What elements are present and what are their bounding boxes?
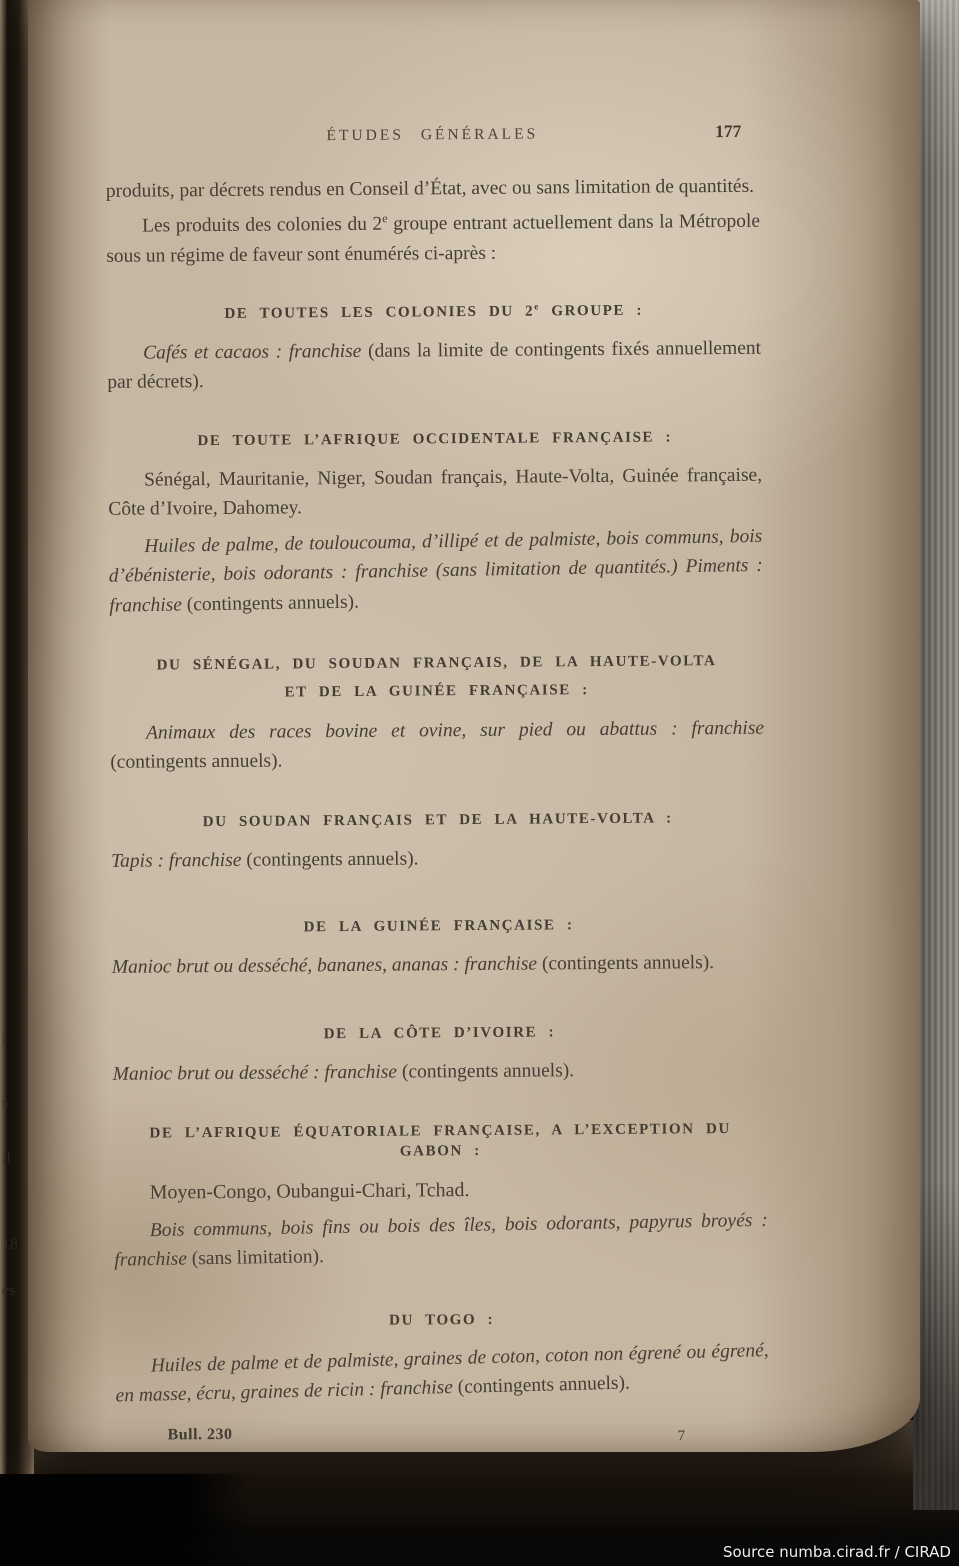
section-heading-guinee: DE LA GUINÉE FRANÇAISE : — [303, 916, 574, 935]
paragraph-text: Sénégal, Mauritanie, Niger, Soudan français, Haute-Volta, Guinée française, Côte d’Ivoire, Dahomey. — [108, 464, 763, 520]
section-heading-afrique-equatoriale: DE L’AFRIQUE ÉQUATORIALE FRANÇAISE, A L’EXCEPTION DU GABON : — [149, 1120, 731, 1160]
section-heading-colonies-2e-groupe — [107, 299, 761, 324]
paragraph-manioc-cote-divoire — [113, 1055, 767, 1089]
running-head-title: ÉTUDES GÉNÉRALES — [326, 125, 539, 145]
paragraph-italic-text: Cafés et cacaos : franchise — [142, 340, 369, 364]
opposite-page-fragment: 18 — [2, 1236, 18, 1253]
paragraph-text: (dans la limite de contingents fixés annuellement par décrets). — [107, 337, 762, 394]
paragraph-intro-continuation — [106, 172, 760, 206]
section-heading-senegal-soudan-hv-line2: ET DE LA GUINÉE FRANÇAISE : — [284, 682, 589, 701]
section-heading-soudan-haute-volta: DU SOUDAN FRANÇAIS ET DE LA HAUTE-VOLTA : — [202, 810, 673, 831]
signature-mark: 7 — [677, 1428, 686, 1445]
paragraph-bois-communs — [114, 1206, 769, 1275]
paragraph-italic-text: Huiles de palme et de palmiste, graines de coton, coton non égrené ou égrené, en masse, écru, graines de ricin : franchise — [115, 1339, 769, 1407]
paragraph-italic-text: Manioc brut ou desséché, bananes, ananas : franchise — [111, 953, 542, 978]
paragraph-italic-text: Animaux des races bovine et ovine, sur pied ou abattus : franchise — [145, 717, 765, 744]
paragraph-text: (sans limitation). — [191, 1246, 325, 1270]
paragraph-text: (contingents annuels). — [246, 848, 419, 872]
paragraph-text: Les produits des colonies du 2 — [141, 213, 383, 237]
page-footer — [115, 1422, 769, 1453]
paragraph-italic-text: Huiles de palme, de touloucouma, d’illipé et de palmiste, bois communs, bois d’ébénisterie, bois odorants : franchise (sans limitation de quantités.) Piments : franchise — [108, 526, 763, 617]
paragraph-text: (contingents annuels). — [186, 591, 360, 616]
paragraph-intro — [106, 207, 760, 271]
superscript: e — [382, 211, 388, 226]
paragraph-aof-countries — [108, 460, 762, 524]
opposite-page-fragment: s — [2, 1094, 9, 1111]
section-heading-cote-divoire: DE LA CÔTE D’IVOIRE : — [323, 1024, 556, 1043]
heading-text: DE TOUTES LES COLONIES DU 2 — [224, 303, 535, 322]
paragraph-huiles-palme — [108, 522, 763, 621]
paragraph-animaux — [110, 713, 764, 777]
paragraph-italic-text: Bois communs, bois fins ou bois des îles, bois odorants, papyrus broyés : franchise — [114, 1209, 768, 1271]
paragraph-text: (contingents annuels). — [541, 951, 715, 975]
section-heading-afrique-occidentale: DE TOUTE L’AFRIQUE OCCIDENTALE FRANÇAISE : — [197, 428, 673, 449]
bulletin-number: Bull. 230 — [167, 1426, 233, 1444]
paragraph-text: (contingents annuels). — [110, 750, 283, 773]
heading-text: GROUPE : — [539, 302, 644, 320]
book-page — [28, 0, 920, 1452]
section-heading-senegal-soudan-hv-line1: DU SÉNÉGAL, DU SOUDAN FRANÇAIS, DE LA HAUTE-VOLTA — [156, 653, 717, 674]
paragraph-manioc-guinee — [112, 947, 766, 981]
running-head — [105, 120, 759, 155]
opposite-page-fragment: es — [2, 1282, 16, 1299]
paragraph-cafes-cacaos — [107, 334, 761, 398]
paragraph-italic-text: Manioc brut ou desséché : franchise — [112, 1061, 402, 1086]
paragraph-italic-text: Tapis : franchise — [110, 850, 247, 873]
book-cover-edge — [0, 1474, 250, 1566]
paragraph-text: produits, par décrets rendus en Conseil d’État, avec ou sans limitation de quantités. — [105, 175, 755, 202]
superscript: e — [534, 302, 540, 313]
paragraph-text: groupe entrant actuellement dans la Métropole sous un régime de faveur sont énumérés ci-après : — [106, 210, 761, 267]
paragraph-aef-countries — [114, 1173, 768, 1208]
page-content — [22, 0, 925, 1455]
paragraph-huiles-togo — [114, 1336, 769, 1411]
source-attribution: Source numba.cirad.fr / CIRAD — [722, 1543, 951, 1561]
paragraph-tapis — [111, 842, 765, 876]
page-number: 177 — [715, 120, 742, 142]
paragraph-text: (contingents annuels). — [457, 1372, 631, 1398]
paragraph-text: (contingents annuels). — [401, 1060, 575, 1083]
paragraph-text: Moyen-Congo, Oubangui-Chari, Tchad. — [149, 1179, 470, 1204]
section-heading-togo: DU TOGO : — [389, 1311, 495, 1329]
opposite-page-fragment: i — [2, 1032, 7, 1049]
opposite-page-fragment: il — [2, 1150, 11, 1167]
